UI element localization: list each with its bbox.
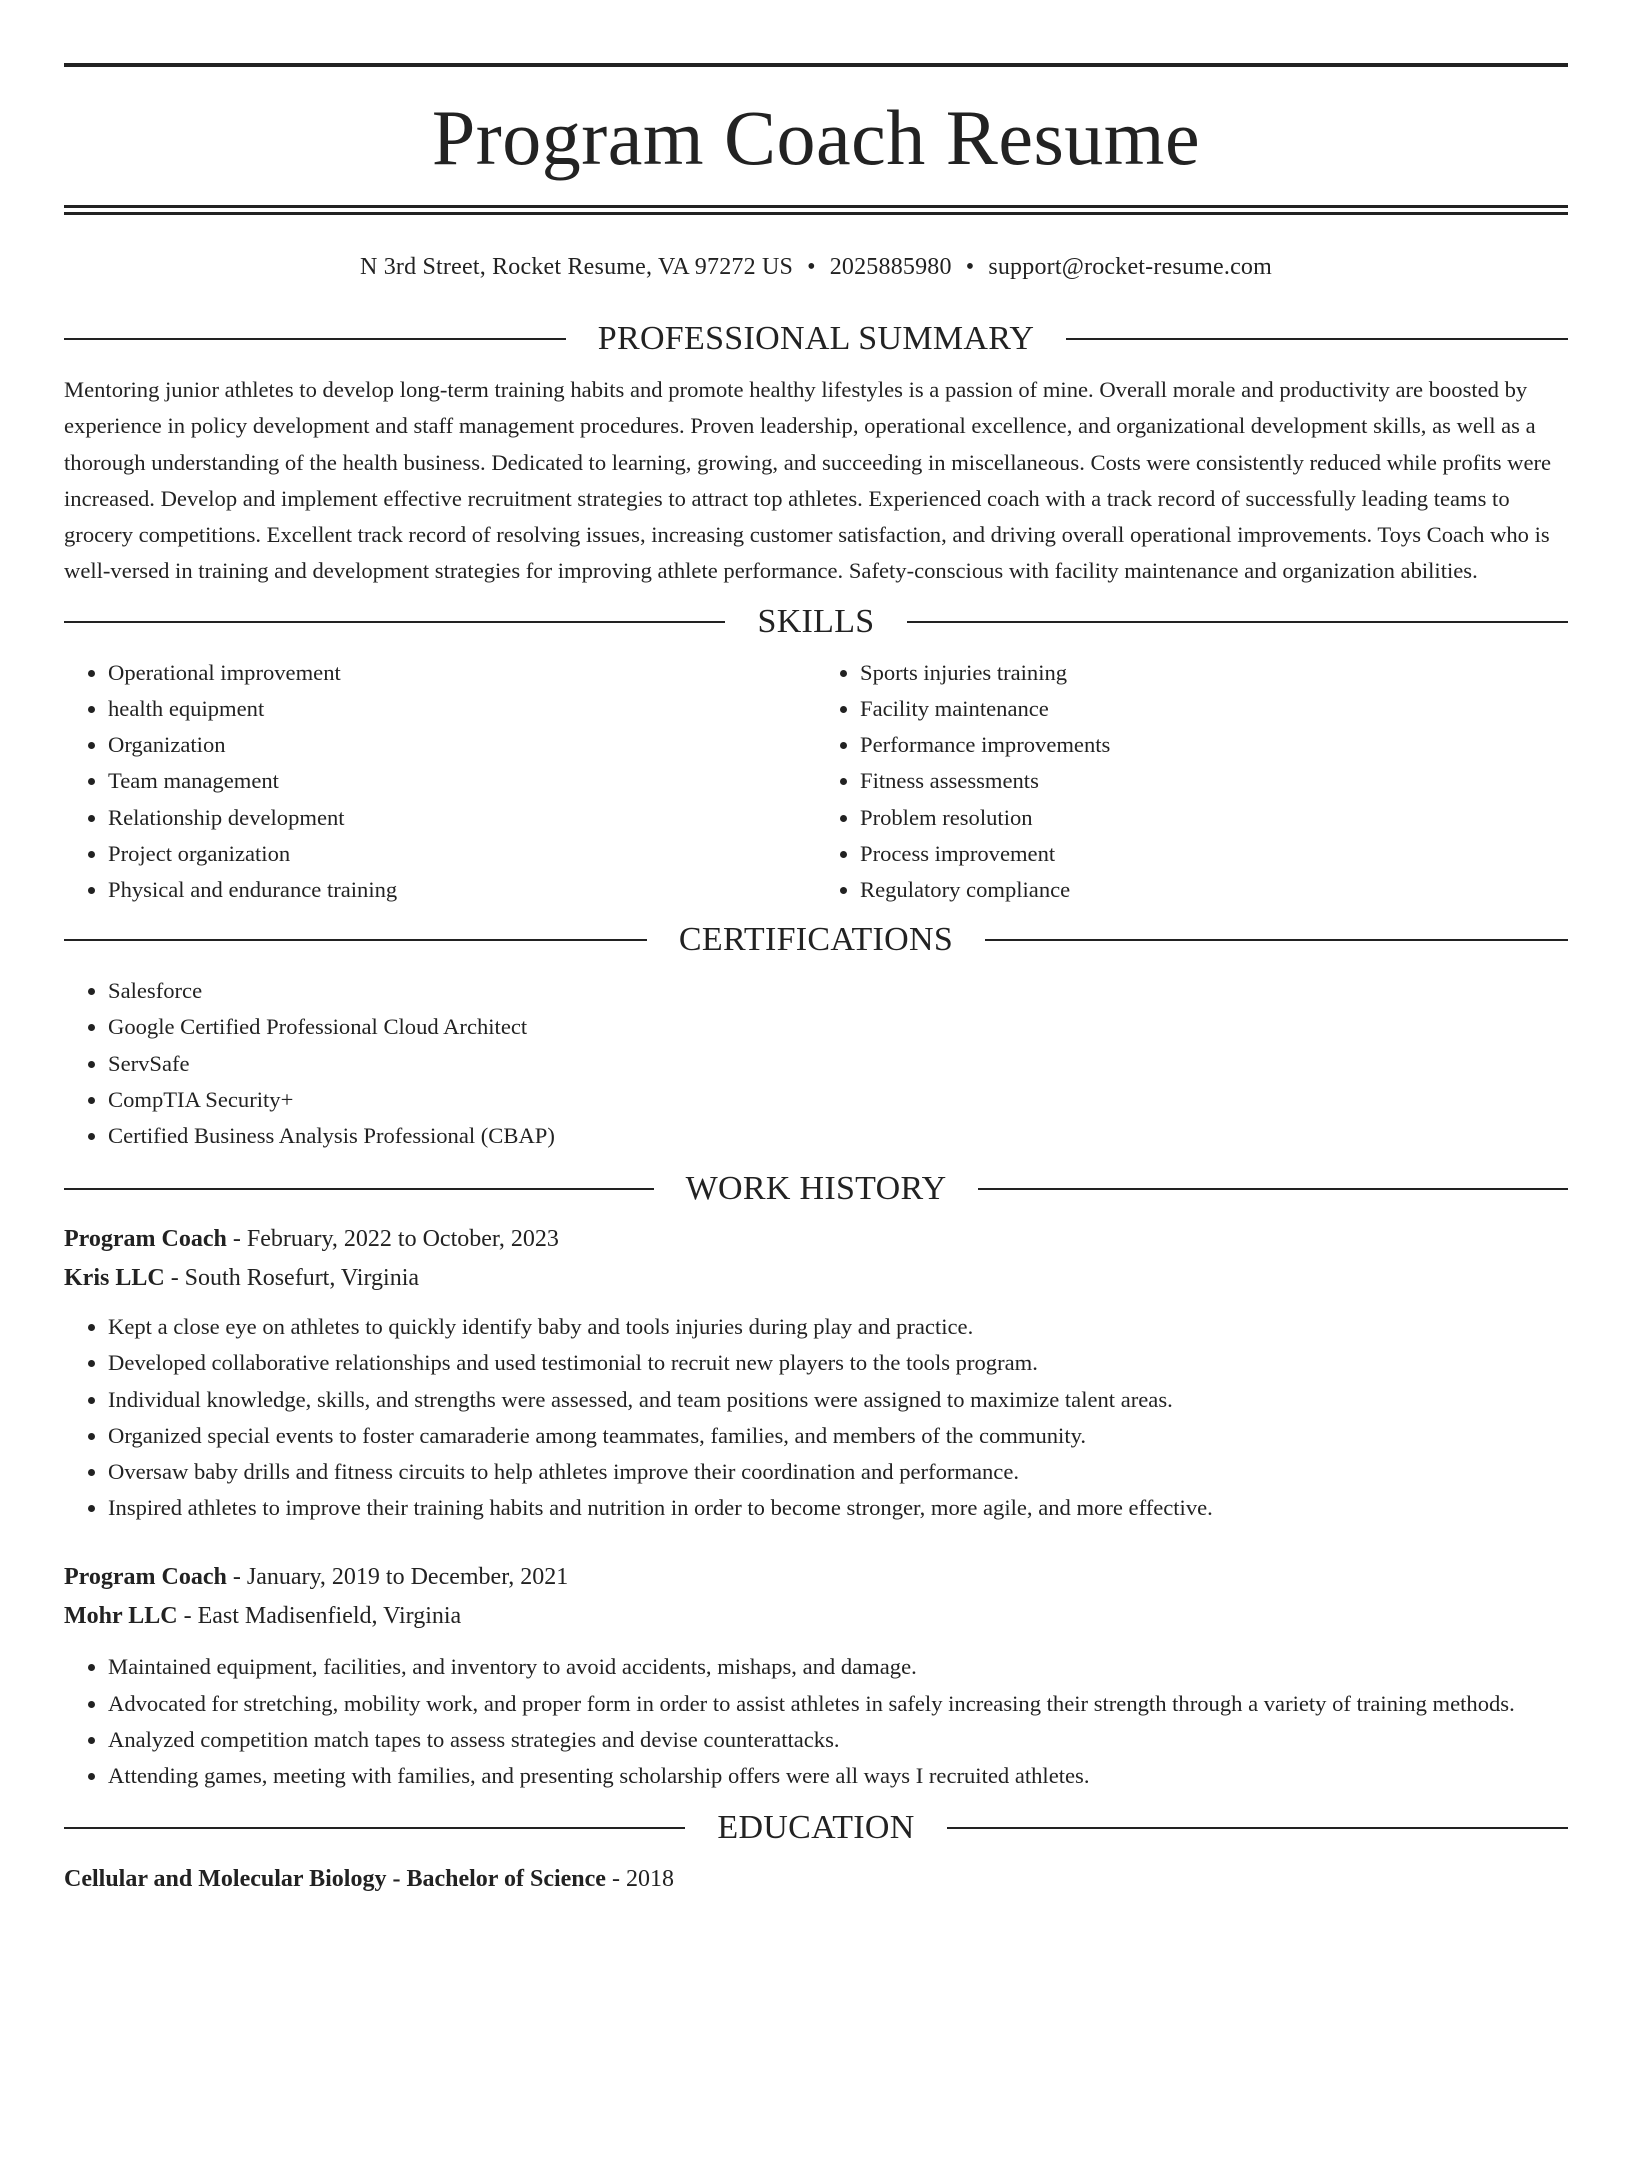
skill-item: • Team management — [108, 763, 816, 799]
job-bullet: • Maintained equipment, facilities, and inventory to avoid accidents, mishaps, and damage. — [108, 1649, 1568, 1685]
education-line — [64, 1860, 1568, 1899]
contact-line — [64, 251, 1568, 283]
education-year: - 2018 — [605, 1866, 674, 1893]
skill-item: • Organization — [108, 727, 816, 763]
job-location: - East Madisenfield, Virginia — [177, 1603, 462, 1630]
certification-item: • Certified Business Analysis Professional (CBAP) — [108, 1118, 1568, 1154]
job-location: - South Rosefurt, Virginia — [164, 1265, 420, 1292]
job-company-line — [64, 1597, 1568, 1636]
summary-text: Mentoring junior athletes to develop long-term training habits and promote healthy lifestyles is a passion of mine. Overall morale and productivity are boosted by experience in policy development and staff management procedures. Proven leadership, operational excellence, and organizational development skills, as well as a thorough understanding of the health business. Dedicated to learning, growing, and succeeding in miscellaneous. Costs were consistently reduced while profits were increased. Develop and implement effective recruitment strategies to attract top athletes. Experienced coach with a track record of successfully leading teams to grocery competitions. Excellent track record of resolving issues, increasing customer satisfaction, and driving overall operational improvements. Toys Coach who is well-versed in training and development strategies for improving athlete performance. Safety-conscious with facility maintenance and organization abilities. — [64, 377, 1552, 584]
divider-line — [64, 1827, 685, 1829]
job-company: Kris LLC — [64, 1265, 165, 1292]
job-bullet: • Attending games, meeting with families, and presenting scholarship offers were all ways I recruited athletes. — [108, 1758, 1568, 1794]
certifications-list — [64, 973, 1568, 1154]
job-company-line — [64, 1259, 1568, 1298]
divider-line — [978, 1188, 1568, 1190]
job-title-line — [64, 1558, 1568, 1597]
section-header-summary — [64, 317, 1568, 361]
certification-item: • Google Certified Professional Cloud Architect — [108, 1009, 1568, 1045]
divider-line — [985, 939, 1568, 941]
job-bullet: • Analyzed competition match tapes to assess strategies and devise counterattacks. — [108, 1722, 1568, 1758]
job-company: Mohr LLC — [64, 1603, 178, 1630]
certification-item: • ServSafe — [108, 1046, 1568, 1082]
divider-line — [64, 939, 647, 941]
job-bullets — [64, 1309, 1568, 1526]
skill-item: • Performance improvements — [860, 727, 1568, 763]
contact-address: N 3rd Street, Rocket Resume, VA 97272 US — [359, 254, 794, 280]
job-role: Program Coach — [64, 1226, 227, 1253]
contact-email: support@rocket-resume.com — [988, 254, 1272, 280]
skill-item: • Regulatory compliance — [860, 872, 1568, 908]
job-bullet: • Inspired athletes to improve their training habits and nutrition in order to become stronger, more agile, and more effective. — [108, 1490, 1568, 1526]
skill-item: • Operational improvement — [108, 655, 816, 691]
divider-line — [64, 338, 566, 340]
job-bullet: • Oversaw baby drills and fitness circuits to help athletes improve their coordination and performance. — [108, 1454, 1568, 1490]
job-entry — [64, 1220, 1568, 1526]
job-dates: - January, 2019 to December, 2021 — [226, 1564, 569, 1591]
skill-item: • Relationship development — [108, 800, 816, 836]
divider-line — [1066, 338, 1568, 340]
job-bullet: • Kept a close eye on athletes to quickly identify baby and tools injuries during play and practice. — [108, 1309, 1568, 1345]
education-degree: Cellular and Molecular Biology - Bachelor of Science — [64, 1866, 606, 1893]
section-header-education — [64, 1806, 1568, 1850]
skills-list-left — [64, 655, 816, 908]
skill-item: • Process improvement — [860, 836, 1568, 872]
section-title: CERTIFICATIONS — [678, 921, 954, 959]
job-bullet: • Individual knowledge, skills, and strengths were assessed, and team positions were assigned to maximize talent areas. — [108, 1382, 1568, 1418]
certification-item: • Salesforce — [108, 973, 1568, 1009]
skill-item: • Problem resolution — [860, 800, 1568, 836]
skills-columns — [64, 655, 1568, 908]
page-title: Program Coach Resume — [431, 94, 1201, 181]
certification-item: • CompTIA Security+ — [108, 1082, 1568, 1118]
bullet-separator: • — [807, 254, 816, 280]
section-title: EDUCATION — [717, 1809, 915, 1847]
resume-page — [64, 63, 1568, 1899]
section-header-work-history — [64, 1167, 1568, 1211]
skill-item: • Project organization — [108, 836, 816, 872]
title-double-rule — [64, 205, 1568, 215]
skill-item: • Sports injuries training — [860, 655, 1568, 691]
skill-item: • Fitness assessments — [860, 763, 1568, 799]
skill-item: • Facility maintenance — [860, 691, 1568, 727]
job-bullets — [64, 1649, 1568, 1794]
job-entry — [64, 1558, 1568, 1794]
divider-line — [64, 621, 725, 623]
contact-phone: 2025885980 — [829, 254, 952, 280]
section-header-skills — [64, 600, 1568, 644]
skill-item: • health equipment — [108, 691, 816, 727]
section-title: WORK HISTORY — [685, 1170, 947, 1208]
job-bullet: • Organized special events to foster camaraderie among teammates, families, and members of the community. — [108, 1418, 1568, 1454]
section-title: PROFESSIONAL SUMMARY — [597, 320, 1035, 357]
divider-line — [907, 621, 1568, 623]
job-bullet: • Advocated for stretching, mobility work, and proper form in order to assist athletes in safely increasing their strength through a variety of training methods. — [108, 1686, 1568, 1722]
bullet-separator: • — [965, 254, 975, 280]
divider-line — [64, 1188, 654, 1190]
section-title: SKILLS — [757, 602, 875, 640]
section-header-certifications — [64, 918, 1568, 962]
job-role: Program Coach — [64, 1564, 227, 1591]
divider-line — [947, 1827, 1568, 1829]
skills-list-right — [816, 655, 1568, 908]
job-title-line — [64, 1220, 1568, 1259]
job-dates: - February, 2022 to October, 2023 — [226, 1226, 559, 1253]
skill-item: • Physical and endurance training — [108, 872, 816, 908]
job-bullet: • Developed collaborative relationships and used testimonial to recruit new players to the tools program. — [108, 1345, 1568, 1381]
